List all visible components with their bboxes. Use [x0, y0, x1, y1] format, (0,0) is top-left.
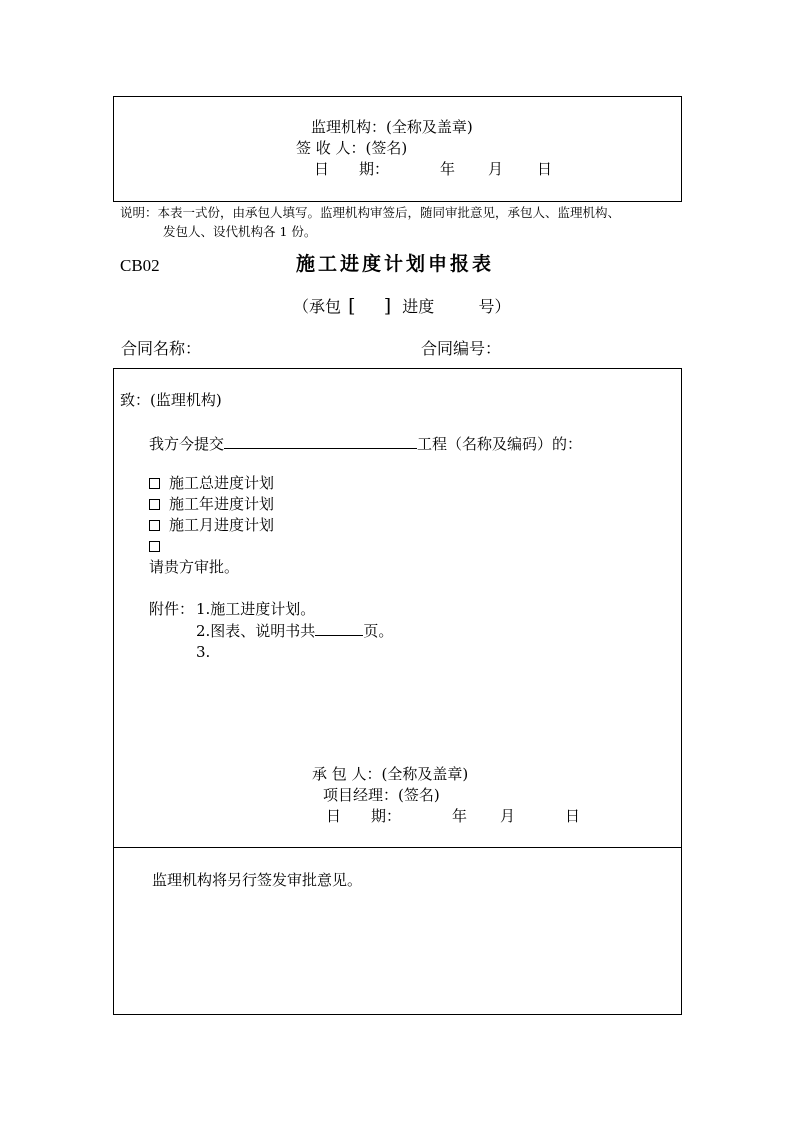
body-date-label: 日 期： — [326, 807, 402, 825]
submit-prefix: 我方今提交 — [149, 435, 225, 453]
option-total-plan[interactable] — [149, 474, 274, 492]
subtitle-prefix: （承包 — [293, 297, 342, 316]
body-date-month: 月 — [500, 807, 516, 825]
attach2-prefix: 2.图表、说明书共 — [196, 622, 316, 640]
agency-line: 监理机构：(全称及盖章) — [311, 118, 473, 136]
to-line: 致：(监理机构) — [120, 391, 222, 409]
submit-suffix: 工程（名称及编码）的： — [417, 435, 583, 453]
note-line-1: 说明：本表一式份，由承包人填写。监理机构审签后，随同审批意见，承包人、监理机构、 — [120, 205, 621, 220]
request-line: 请贵方审批。 — [149, 558, 240, 576]
manager-line: 项目经理：(签名) — [323, 786, 440, 804]
attach-item-2 — [196, 621, 393, 640]
top-date-month: 月 — [488, 160, 504, 178]
note-line-2: 发包人、设代机构各 1 份。 — [163, 224, 317, 239]
top-date-day: 日 — [537, 160, 553, 178]
review-divider — [113, 847, 682, 848]
option-label: 施工总进度计划 — [169, 474, 275, 492]
receiver-line: 签 收 人：(签名) — [296, 139, 408, 157]
bracket-open: [ — [348, 295, 356, 317]
option-label: 施工月进度计划 — [169, 516, 275, 534]
contract-name-label: 合同名称： — [121, 339, 202, 358]
option-blank[interactable] — [149, 537, 169, 555]
top-date-label: 日 期： — [314, 160, 390, 178]
form-title: 施工进度计划申报表 — [296, 253, 495, 275]
contractor-line: 承 包 人：(全称及盖章) — [312, 765, 469, 783]
bracket-close: ] — [383, 295, 392, 317]
option-monthly-plan[interactable] — [149, 516, 274, 534]
form-code: CB02 — [120, 256, 160, 275]
submit-line — [149, 434, 582, 453]
body-date-day: 日 — [565, 807, 581, 825]
attach-item-3: 3. — [196, 643, 211, 661]
option-label: 施工年进度计划 — [169, 495, 275, 513]
attach2-suffix: 页。 — [363, 622, 394, 640]
checkbox-icon[interactable] — [149, 499, 160, 510]
form-subtitle — [293, 297, 510, 316]
contract-no-label: 合同编号： — [421, 339, 502, 358]
attach-label: 附件： — [149, 600, 195, 618]
checkbox-icon[interactable] — [149, 520, 160, 531]
main-form-box — [113, 368, 682, 1015]
top-date-year: 年 — [440, 160, 456, 178]
checkbox-icon[interactable] — [149, 478, 160, 489]
subtitle-suffix: 号） — [478, 297, 511, 316]
review-text: 监理机构将另行签发审批意见。 — [152, 871, 363, 889]
page-count-blank[interactable] — [315, 621, 363, 636]
project-name-blank[interactable] — [224, 434, 417, 449]
subtitle-mid: 进度 — [402, 297, 435, 316]
body-date-year: 年 — [452, 807, 468, 825]
checkbox-icon[interactable] — [149, 541, 160, 552]
attach-item-1: 1.施工进度计划。 — [196, 600, 316, 618]
option-annual-plan[interactable] — [149, 495, 274, 513]
